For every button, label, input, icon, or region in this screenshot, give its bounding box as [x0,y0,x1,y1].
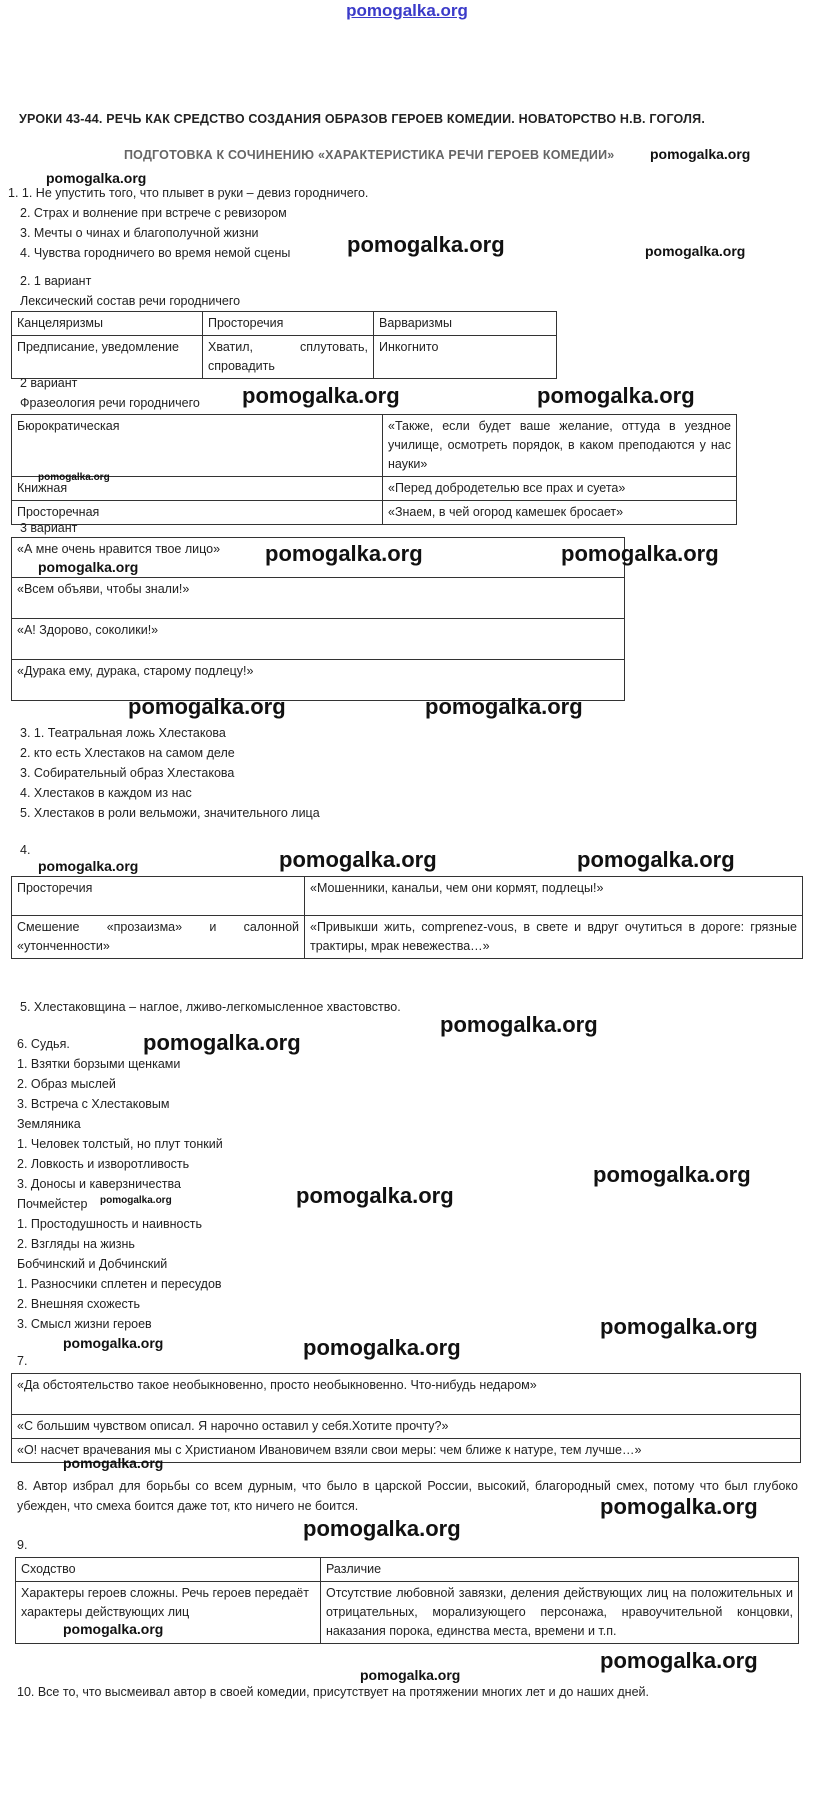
variant-label: 3 вариант [20,521,78,535]
list-item: 2. кто есть Хлестаков на самом деле [20,746,235,760]
speech-table [11,876,803,959]
list-item: 3. 1. Театральная ложь Хлестакова [20,726,226,740]
watermark: pomogalka.org [303,1335,461,1360]
table-cell: Хватил, сплутовать, спровадить [203,336,374,379]
list-item: 2. Внешняя схожесть [17,1297,141,1311]
watermark: pomogalka.org [38,472,110,483]
list-item: 4. Хлестаков в каждом из нас [20,786,192,800]
table-header: Сходство [16,1558,321,1582]
table-cell: «Всем объяви, чтобы знали!» [12,578,625,619]
header-link[interactable]: pomogalka.org [346,1,468,20]
table-cell: Характеры героев сложны. Речь героев передаёт характеры действующих лиц [16,1582,321,1644]
section-label: 9. [17,1538,28,1552]
table-cell: Книжная [12,477,383,501]
list-item: 2. Ловкость и изворотливость [17,1157,190,1171]
watermark: pomogalka.org [296,1183,454,1208]
watermark: pomogalka.org [347,232,505,257]
watermark: pomogalka.org [279,847,437,872]
watermark: pomogalka.org [577,847,735,872]
section-8-text: 8. Автор избрал для борьбы со всем дурным, что было в царской России, высокий, благородный смех, потому что был глубоко убежден, что смеха боится даже тот, кто ничего не боится. [17,1479,798,1513]
table-cell: Отсутствие любовной завязки, деления действующих лиц на положительных и отрицательных, морализующего персонажа, нравоучительной концовки, наказания порока, единства места, времени и т.п. [321,1582,799,1644]
list-item: 1. Разносчики сплетен и пересудов [17,1277,222,1291]
lexical-table [11,311,557,379]
table-cell: «Да обстоятельство такое необыкновенно, просто необыкновенно. Что-нибудь недаром» [12,1374,801,1415]
section-label: 6. Судья. [17,1037,70,1051]
table-cell: «Также, если будет ваше желание, оттуда в уездное училище, осмотреть порядок, в каком преподаются у нас науки» [383,415,737,477]
list-item: 2. Образ мыслей [17,1077,116,1091]
table-cell: «О! насчет врачевания мы с Христианом Ивановичем взяли свои меры: чем ближе к натуре, тем лучше…» [12,1439,801,1463]
watermark: pomogalka.org [425,694,583,719]
watermark: pomogalka.org [63,1335,164,1351]
watermark: pomogalka.org [38,559,139,575]
watermark: pomogalka.org [143,1030,301,1055]
watermark: pomogalka.org [537,383,695,408]
table-cell: Инкогнито [374,336,557,379]
table-caption: Лексический состав речи городничего [20,294,241,308]
list-item: 2. Взгляды на жизнь [17,1237,135,1251]
watermark: pomogalka.org [63,1455,164,1471]
watermark: pomogalka.org [63,1621,164,1637]
list-item: 5. Хлестаков в роли вельможи, значительного лица [20,806,320,820]
table-header: Просторечия [203,312,374,336]
watermark: pomogalka.org [128,694,286,719]
table-cell: «Знаем, в чей огород камешек бросает» [383,501,737,525]
watermark: pomogalka.org [650,146,751,162]
watermark: pomogalka.org [46,170,147,186]
table-cell: «Перед добродетелью все прах и суета» [383,477,737,501]
page-subtitle: ПОДГОТОВКА К СОЧИНЕНИЮ «ХАРАКТЕРИСТИКА РЕЧИ ГЕРОЕВ КОМЕДИИ» [124,148,615,162]
variant-label: 2 вариант [20,376,78,390]
watermark: pomogalka.org [600,1314,758,1339]
list-item: 1. Взятки борзыми щенками [17,1057,181,1071]
table-cell: Смешение «прозаизма» и салонной «утонченности» [12,916,305,959]
table-caption: Фразеология речи городничего [20,396,200,410]
watermark: pomogalka.org [242,383,400,408]
watermark: pomogalka.org [600,1648,758,1673]
list-item: 3. Мечты о чинах и благополучной жизни [20,226,259,240]
table-cell: «Дурака ему, дурака, старому подлецу!» [12,660,625,701]
table-cell: «А! Здорово, соколики!» [12,619,625,660]
table-cell: «С большим чувством описал. Я нарочно оставил у себя.Хотите прочту?» [12,1415,801,1439]
table-cell: «А мне очень нравится твое лицо» [12,538,625,578]
quotes-table-7 [11,1373,801,1463]
table-cell: «Привыкши жить, comprenez-vous, в свете и вдруг очутиться в дороге: грязные трактиры, мрак невежества…» [305,916,803,959]
section-label: 4. [20,843,31,857]
watermark: pomogalka.org [360,1667,461,1683]
variant-label: 2. 1 вариант [20,274,92,288]
table-cell: Бюрократическая [12,415,383,477]
watermark: pomogalka.org [38,858,139,874]
table-cell: «Мошенники, канальи, чем они кормят, подлецы!» [305,877,803,916]
list-item: 2. Страх и волнение при встрече с ревизором [20,206,287,220]
list-item: 3. Смысл жизни героев [17,1317,152,1331]
table-cell: Просторечная [12,501,383,525]
watermark: pomogalka.org [265,541,423,566]
watermark: pomogalka.org [303,1516,461,1541]
list-item: 3. Собирательный образ Хлестакова [20,766,235,780]
watermark: pomogalka.org [100,1195,172,1206]
table-cell: Просторечия [12,877,305,916]
table-header: Различие [321,1558,799,1582]
list-item: 3. Доносы и каверзничества [17,1177,181,1191]
list-item: 1. Человек толстый, но плут тонкий [17,1137,223,1151]
watermark: pomogalka.org [600,1494,758,1519]
list-item: 3. Встреча с Хлестаковым [17,1097,170,1111]
list-item: 4. Чувства городничего во время немой сцены [20,246,291,260]
section-5-text: 5. Хлестаковщина – наглое, лживо-легкомысленное хвастовство. [20,1000,401,1014]
watermark: pomogalka.org [593,1162,751,1187]
section-label: 7. [17,1354,28,1368]
group-label: Почмейстер [17,1197,88,1211]
page-title: УРОКИ 43-44. РЕЧЬ КАК СРЕДСТВО СОЗДАНИЯ ОБРАЗОВ ГЕРОЕВ КОМЕДИИ. НОВАТОРСТВО Н.В. ГОГОЛЯ. [19,112,706,126]
group-label: Бобчинский и Добчинский [17,1257,168,1271]
table-cell: Предписание, уведомление [12,336,203,379]
watermark: pomogalka.org [561,541,719,566]
group-label: Земляника [17,1117,81,1131]
table-header: Варваризмы [374,312,557,336]
watermark: pomogalka.org [645,243,746,259]
list-item: 1. 1. Не упустить того, что плывет в руки – девиз городничего. [8,186,369,200]
watermark: pomogalka.org [440,1012,598,1037]
table-header: Канцеляризмы [12,312,203,336]
phraseology-table [11,414,737,525]
list-item: 1. Простодушность и наивность [17,1217,202,1231]
section-10-text: 10. Все то, что высмеивал автор в своей комедии, присутствует на протяжении многих лет и до наших дней. [17,1685,649,1699]
